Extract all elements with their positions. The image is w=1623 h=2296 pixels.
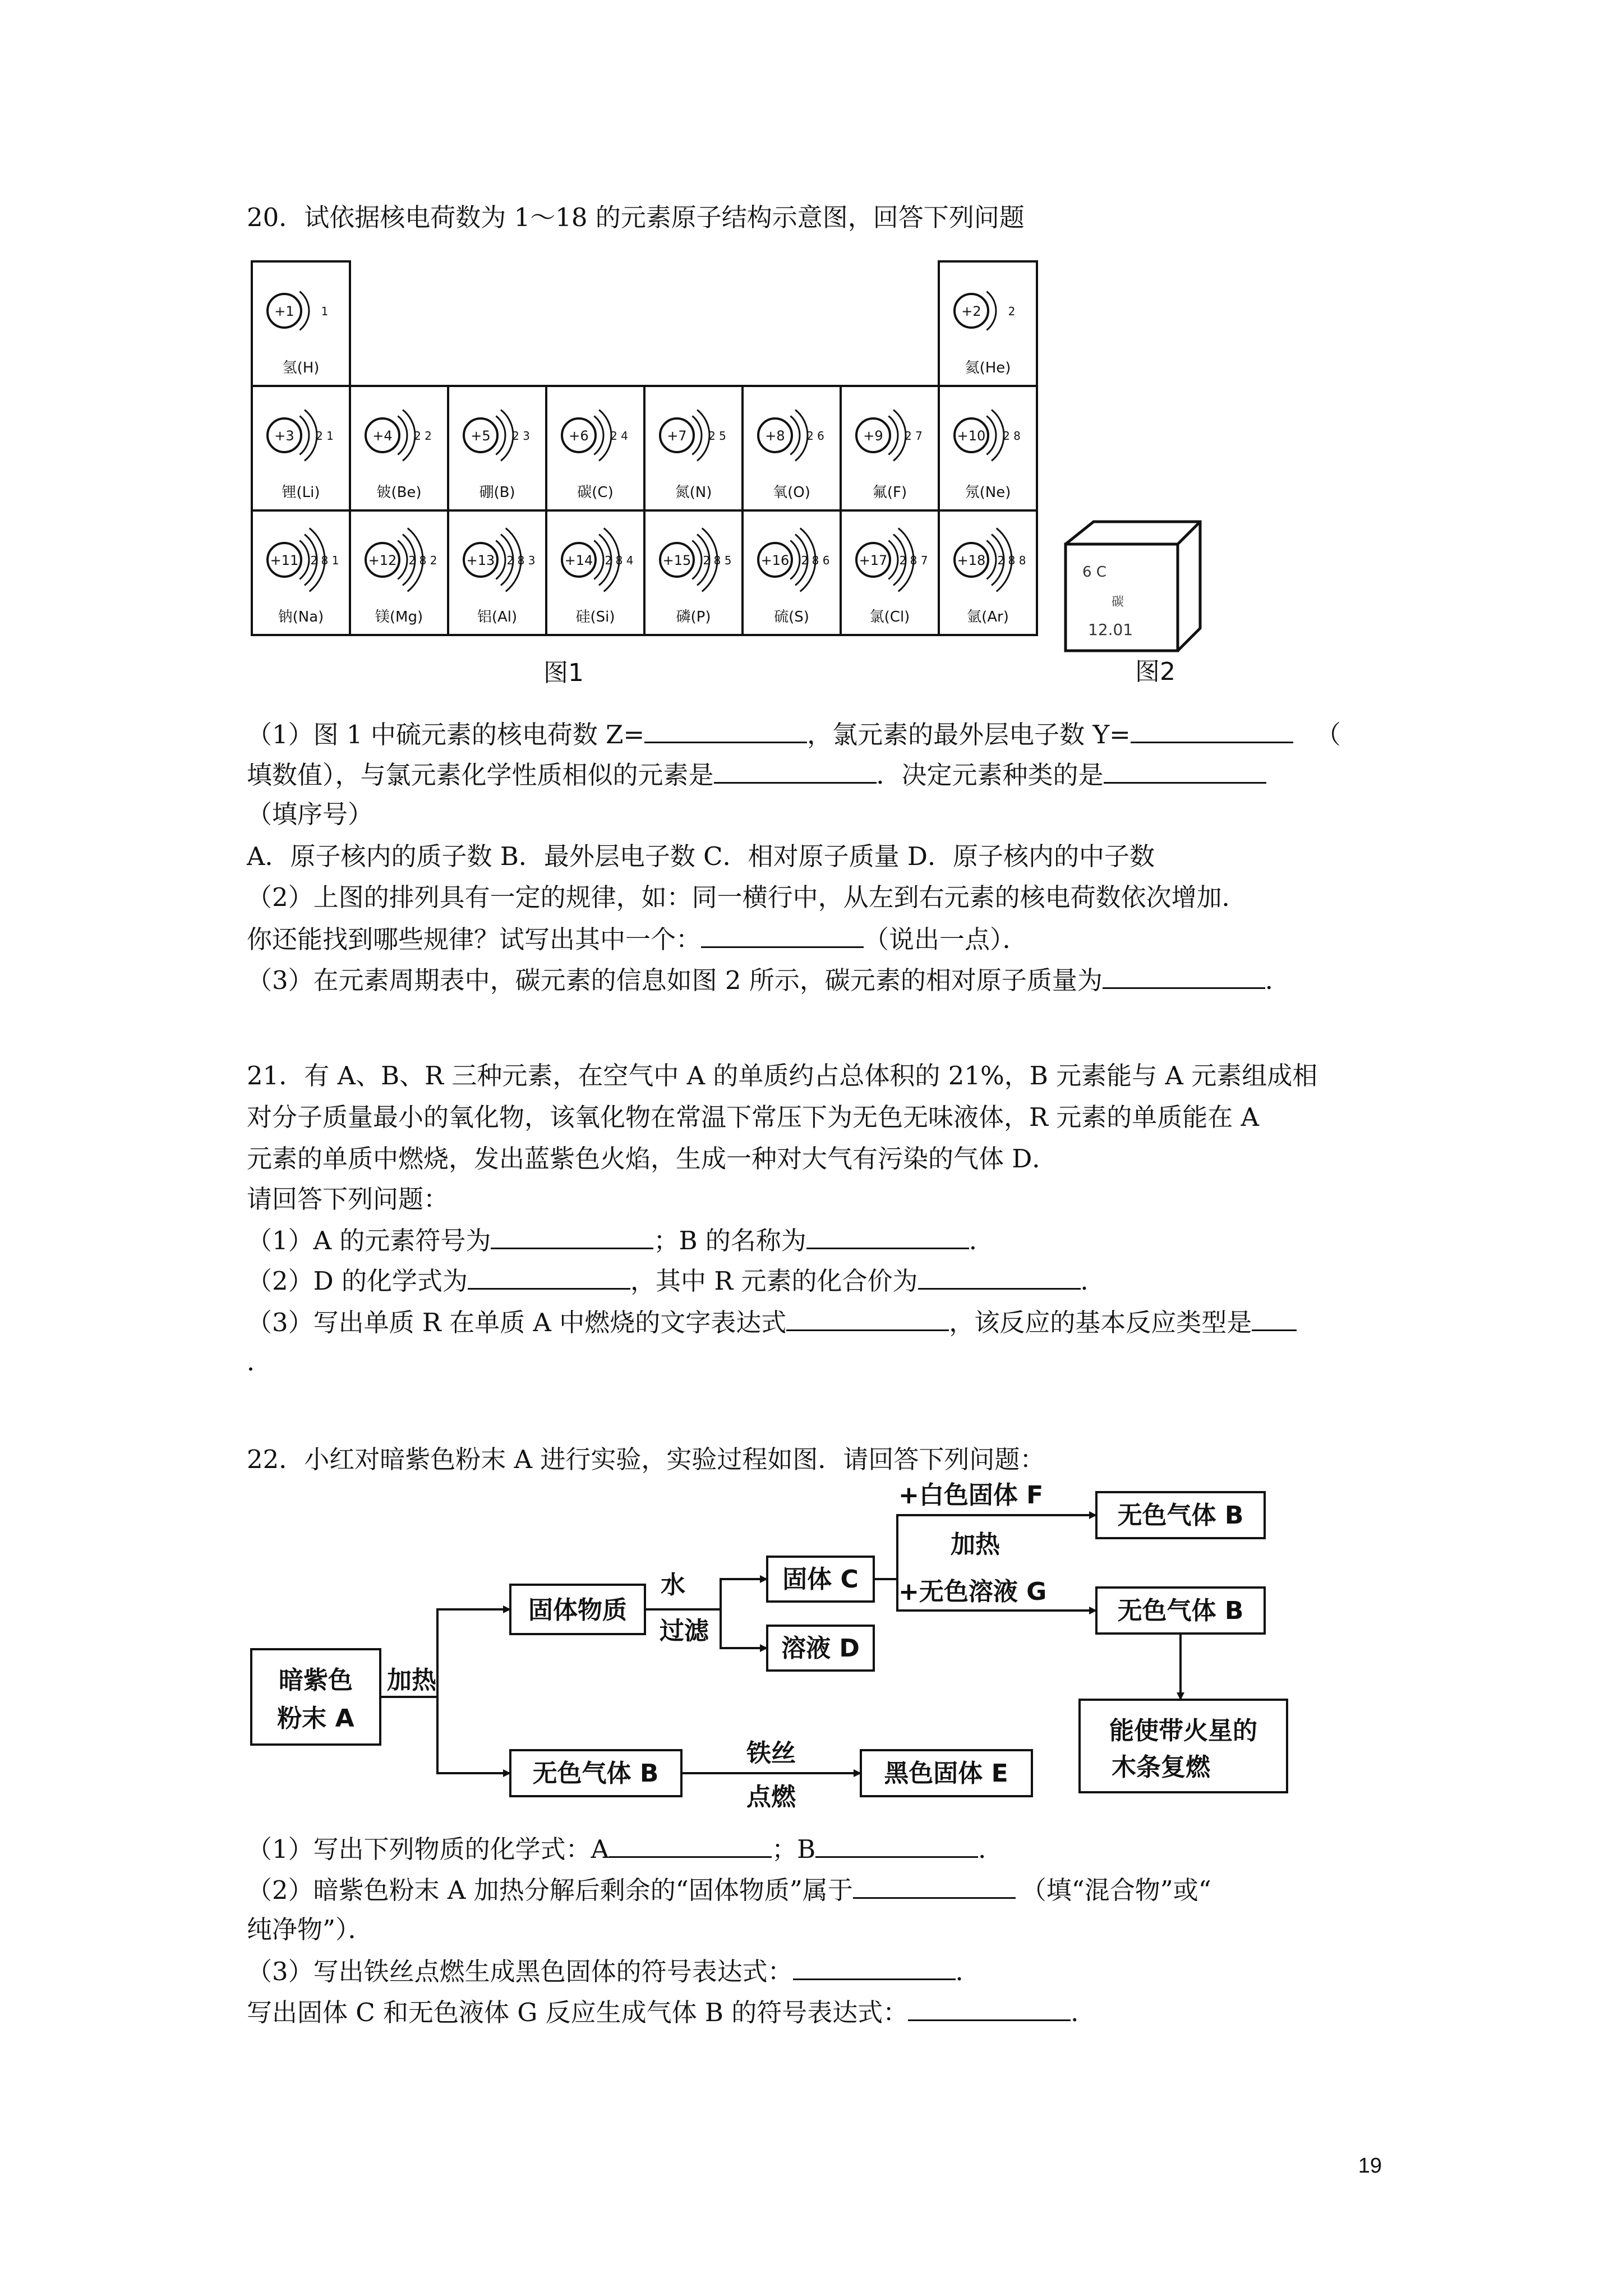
electron-counts: 2 5 (708, 429, 726, 443)
edge-ignite: 点燃 (746, 1783, 796, 1811)
node-black-e: 黑色固体 E (884, 1759, 1008, 1788)
fig2-symbol: 6 C (1082, 564, 1106, 581)
element-name: 氟(F) (872, 484, 907, 501)
nuclear-charge: +10 (957, 428, 986, 444)
nuclear-charge: +17 (859, 553, 888, 568)
blank-chlorine-y[interactable] (1131, 717, 1293, 743)
q22-part1: （1）写出下列物质的化学式：A ；B ． (247, 1832, 1003, 1866)
element-name: 氖(Ne) (965, 484, 1011, 501)
node-powder-a-l2: 粉末 A (277, 1704, 354, 1733)
q21-part2: （2）D 的化学式为 ，其中 R 元素的化合价为 ． (247, 1263, 1106, 1298)
electron-shell-arc (403, 410, 415, 461)
electron-counts: 2 8 8 (997, 554, 1026, 567)
blank-similar-element[interactable] (714, 757, 877, 784)
page-number: 19 (1358, 2154, 1382, 2178)
electron-shell-arc (305, 410, 317, 461)
blank-a-symbol[interactable] (491, 1223, 653, 1249)
electron-counts: 2 8 (1003, 429, 1021, 443)
q20-title: 20．试依据核电荷数为 1～18 的元素原子结构示意图，回答下列问题 (247, 203, 1025, 232)
node-gas-b-2: 无色气体 B (1117, 1596, 1244, 1625)
nuclear-charge: +8 (765, 428, 785, 444)
node-relight-l1: 能使带火星的 (1109, 1717, 1257, 1745)
q22-part2-line2: 纯净物”）． (247, 1915, 374, 1944)
q21-line3: 元素的单质中燃烧，发出蓝紫色火焰，生成一种对大气有污染的气体 D． (247, 1144, 1058, 1174)
flowchart-experiment (247, 1481, 1295, 1823)
blank-element-type[interactable] (1104, 757, 1266, 784)
blank-sulfur-z[interactable] (644, 717, 807, 743)
nuclear-charge: +3 (274, 428, 294, 444)
blank-b-name[interactable] (806, 1223, 969, 1249)
element-name: 铝(Al) (477, 609, 518, 625)
blank-r-valence[interactable] (918, 1263, 1081, 1290)
q22-title: 22．小红对暗紫色粉末 A 进行实验，实验过程如图．请回答下列问题： (247, 1444, 1045, 1474)
electron-counts: 2 2 (414, 429, 432, 443)
q21-part3: （3）写出单质 R 在单质 A 中燃烧的文字表达式 ，该反应的基本反应类型是 (247, 1305, 1297, 1340)
electron-shell-arc (501, 410, 513, 461)
q22-part4: 写出固体 C 和无色液体 G 反应生成气体 B 的符号表达式： ． (247, 1995, 1096, 2030)
q21-line2: 对分子质量最小的氧化物，该氧化物在常温下常压下为无色无味液体，R 元素的单质能在 A (247, 1102, 1259, 1132)
element-name: 氢(H) (282, 360, 320, 376)
nuclear-charge: +6 (569, 428, 589, 444)
q20-options: A．原子核内的质子数 B．最外层电子数 C．相对原子质量 D．原子核内的中子数 (247, 841, 1155, 871)
nuclear-charge: +9 (863, 428, 883, 444)
nuclear-charge: +16 (760, 553, 790, 568)
node-powder-a-l1: 暗紫色 (279, 1666, 353, 1695)
q21-part1: （1）A 的元素符号为 ；B 的名称为 ． (247, 1223, 994, 1258)
element-name: 氧(O) (773, 484, 810, 501)
blank-word-equation[interactable] (786, 1305, 949, 1331)
element-name: 硫(S) (774, 609, 809, 625)
element-name: 碳(C) (577, 484, 614, 501)
electron-shell-arc (893, 410, 906, 461)
element-name: 铍(Be) (376, 484, 422, 501)
element-name: 硼(B) (479, 484, 515, 501)
nuclear-charge: +4 (372, 428, 393, 444)
electron-shell-arc (795, 410, 808, 461)
fig2-name: 碳 (1112, 595, 1124, 609)
element-name: 硅(Si) (575, 609, 615, 625)
element-name: 锂(Li) (282, 484, 320, 501)
electron-counts: 2 3 (512, 429, 530, 443)
edge-plus-f: +白色固体 F (898, 1481, 1044, 1510)
blank-a-formula[interactable] (609, 1832, 772, 1858)
q20-part1-line2: 填数值），与氯元素化学性质相似的元素是 ．决定元素种类的是 (247, 757, 1266, 792)
electron-counts: 2 8 7 (899, 554, 928, 567)
element-name: 钠(Na) (278, 609, 324, 625)
figure-2-label: 图2 (1135, 657, 1175, 684)
nuclear-charge: +15 (662, 553, 691, 568)
edge-iron: 铁丝 (746, 1739, 796, 1768)
electron-shell-arc (697, 410, 709, 461)
electron-counts: 2 8 5 (703, 554, 732, 567)
element-name: 氩(Ar) (967, 609, 1009, 625)
element-name: 镁(Mg) (375, 609, 423, 625)
blank-reaction-type[interactable] (1252, 1305, 1297, 1331)
electron-counts: 2 (1008, 305, 1016, 318)
electron-counts: 2 8 3 (506, 554, 536, 567)
electron-counts: 1 (321, 305, 329, 318)
nuclear-charge: +7 (667, 428, 687, 444)
nuclear-charge: +11 (270, 553, 299, 568)
q21-part3-end: ． (247, 1347, 273, 1377)
electron-shell-arc (992, 410, 1004, 461)
q20-part2-line1: （2）上图的排列具有一定的规律，如：同一横行中，从左到右元素的核电荷数依次增加． (247, 882, 1247, 912)
fig2-mass: 12.01 (1088, 620, 1133, 639)
blank-iron-equation[interactable] (793, 1954, 956, 1980)
q21-line1: 21．有 A、B、R 三种元素，在空气中 A 的单质约占总体积的 21%，B 元素能与 A 元素组成相 (247, 1061, 1318, 1091)
q22-part3: （3）写出铁丝点燃生成黑色固体的符号表达式： ． (247, 1954, 981, 1989)
nuclear-charge: +5 (471, 428, 491, 444)
nuclear-charge: +1 (274, 303, 294, 319)
electron-counts: 2 8 6 (801, 554, 830, 567)
nuclear-charge: +2 (961, 303, 981, 319)
edge-filter: 过滤 (660, 1617, 709, 1645)
node-solid-c: 固体 C (782, 1565, 859, 1594)
electron-counts: 2 4 (610, 429, 628, 443)
electron-counts: 2 8 4 (605, 554, 634, 567)
electron-counts: 2 1 (316, 429, 334, 443)
node-solution-d: 溶液 D (781, 1634, 860, 1663)
electron-shell-arc (599, 410, 611, 461)
nuclear-charge: +18 (957, 553, 986, 568)
element-name: 氮(N) (675, 484, 712, 501)
electron-counts: 2 7 (905, 429, 923, 443)
blank-c-g-equation[interactable] (908, 1995, 1071, 2021)
blank-d-formula[interactable] (468, 1263, 630, 1290)
node-relight-l2: 木条复燃 (1112, 1753, 1210, 1782)
q21-line4: 请回答下列问题： (247, 1184, 449, 1214)
blank-pattern[interactable] (701, 922, 864, 948)
electron-counts: 2 6 (806, 429, 824, 443)
electron-counts: 2 8 2 (408, 554, 437, 567)
node-solid: 固体物质 (528, 1596, 627, 1625)
edge-heat: 加热 (387, 1666, 436, 1695)
element-name: 氦(He) (965, 360, 1011, 376)
node-gas-b-3: 无色气体 B (532, 1759, 659, 1788)
q20-part3: （3）在元素周期表中，碳元素的信息如图 2 所示，碳元素的相对原子质量为 ． (247, 963, 1290, 997)
element-name: 磷(P) (676, 609, 711, 625)
edge-plus-g: +无色溶液 G (898, 1577, 1047, 1606)
q20-part1-line1: （1）图 1 中硫元素的核电荷数 Z= ，氯元素的最外层电子数 Y= （ (247, 717, 1341, 752)
blank-b-formula[interactable] (815, 1832, 978, 1858)
figure-1-periodic-table (250, 259, 1046, 685)
edge-water: 水 (661, 1571, 685, 1599)
q20-part2-line2: 你还能找到哪些规律？试写出其中一个： （说出一点）． (247, 922, 1028, 956)
figure-1-label: 图1 (543, 659, 584, 685)
node-gas-b-1: 无色气体 B (1117, 1501, 1244, 1530)
nuclear-charge: +12 (368, 553, 397, 568)
blank-mixture[interactable] (853, 1872, 1016, 1899)
q22-part2-line1: （2）暗紫色粉末 A 加热分解后剩余的“固体物质”属于 （填“混合物”或“ (247, 1872, 1211, 1907)
nuclear-charge: +13 (466, 553, 495, 568)
figure-2-carbon-cell (1060, 516, 1262, 684)
nuclear-charge: +14 (564, 553, 593, 568)
blank-carbon-mass[interactable] (1103, 963, 1265, 989)
element-name: 氯(Cl) (869, 609, 910, 625)
electron-counts: 2 8 1 (310, 554, 339, 567)
q20-part1-line3: （填序号） (247, 799, 374, 829)
edge-heat2: 加热 (951, 1530, 1000, 1559)
